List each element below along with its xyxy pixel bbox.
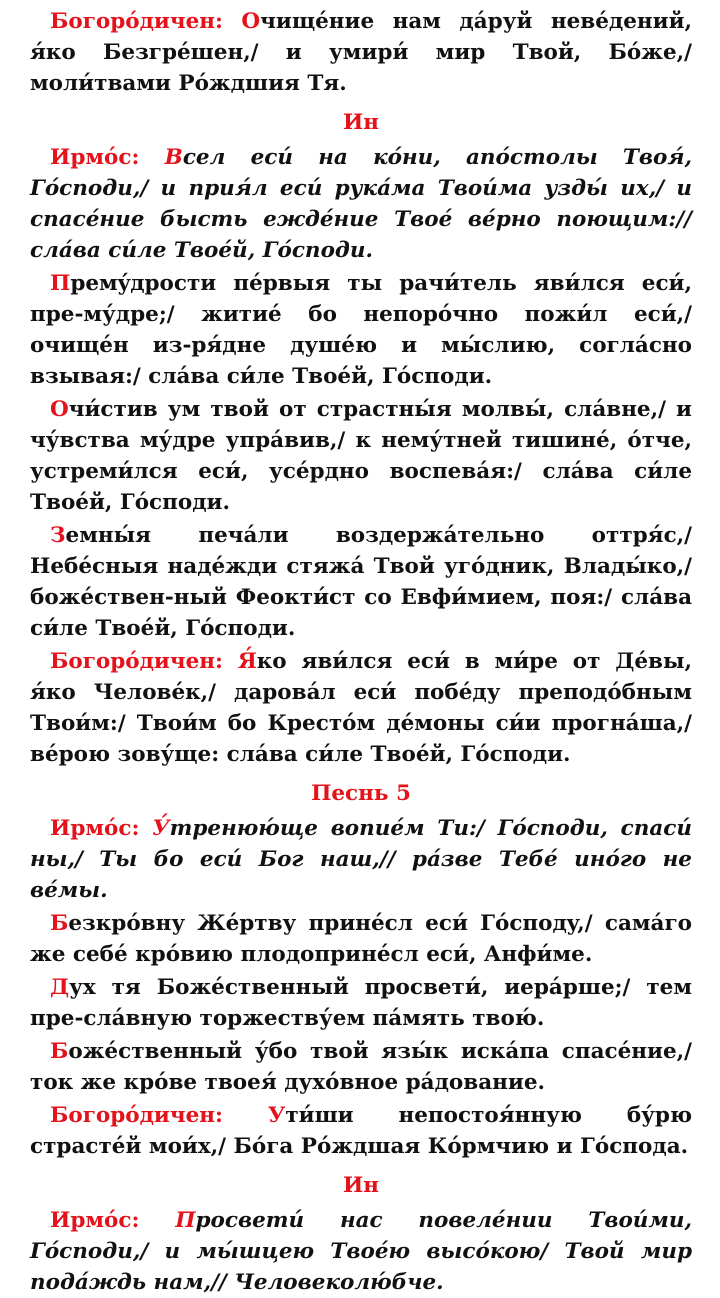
paragraph-troparion-6 [30,1036,692,1098]
red-initial: О [50,397,69,422]
red-initial: Д [50,975,70,1000]
red-initial: У́ [152,816,170,841]
paragraph-theotokion-3 [30,1100,692,1162]
section-heading-in-2: Ин [342,1173,380,1198]
rubric-label: Ирмо́с: [50,145,165,170]
paragraph-troparion-3 [30,520,692,644]
paragraph-text: ко яви́лся еси́ в ми́ре от Де́вы, я́ко Челове́к,/ дарова́л еси́ побе́ду преподо́бным Твои́м:/ Твои́м бо Кресто́м де́моны си́и прогна́ша,/ ве́рою зову́ще: сла́ва си́ле Твое́й, Го́споди. [30,649,693,767]
paragraph-text: ух тя Боже́ственный просвети́, иера́рше;/ тем пре-сла́вную торжеству́ем па́мять твою́. [30,975,692,1031]
paragraph-text: оже́ственный у́бо твой язы́к иска́па спасе́ние,/ ток же кро́ве твоея́ духо́вное ра́дование. [30,1039,692,1095]
paragraph-troparion-2 [30,394,692,518]
red-initial: П [50,271,71,296]
red-initial: Б [50,1039,69,1064]
paragraph-text: тренюю́ще вопие́м Ти:/ Го́споди, спаси́ ны,/ Ты бо еси́ Бог наш,// ра́зве Тебе́ ино́го не ве́мы. [30,816,692,903]
paragraph-text: емны́я печа́ли воздержа́тельно оттря́с,/ Небе́сныя наде́жди стяжа́ Твой уго́дник, Влады́ко,/ боже́ствен-ный Феокти́ст со Евфи́мием, поя:/ сла́ва си́ле Твое́й, Го́споди. [30,523,692,641]
paragraph-text: чи́стив ум твой от страстны́я молвы́, сла́вне,/ и чу́вства му́дре упра́вив,/ к нему́тней тишине́, о́тче, устреми́лся еси́, усе́рдно воспева́я:/ сла́ва си́ле Твое́й, Го́споди. [30,397,692,515]
paragraph-irmos-2 [30,813,692,906]
paragraph-irmos-1 [30,142,692,266]
paragraph-troparion-4 [30,908,692,970]
paragraph-text: ремýдрости пе́рвыя ты рачи́тель яви́лся еси́, пре-му́дре;/ житие́ бо непоро́чно пожи́л еси́,/ очище́н из-ря́дне душе́ю и мы́слию, согла́сно взывая:/ сла́ва си́ле Твое́й, Го́споди. [30,271,692,389]
red-initial: В [164,145,183,170]
red-initial: У [267,1103,286,1128]
rubric-label: Богоро́дичен: [50,9,242,34]
rubric-label: Богоро́дичен: [50,1103,268,1128]
paragraph-text: ти́ши непостоя́нную бу́рю страсте́й мои́х,/ Бо́га Ро́ждшая Ко́рмчию и Го́спода. [30,1103,692,1159]
paragraph-text: чище́ние нам да́руй неве́дений, я́ко Безгре́шен,/ и умири́ мир Твой, Бо́же,/ моли́твами Ро́ждшия Тя. [30,9,692,96]
paragraph-text: езкро́вну Же́ртву прине́сл еси́ Го́сподy,/ сама́го же себе́ кро́вию плодоприне́сл еси́, Анфи́ме. [30,911,692,967]
rubric-label: Ирмо́с: [50,1208,176,1233]
rubric-label: Ирмо́с: [50,816,153,841]
red-initial: О [241,9,261,34]
red-initial: Б [50,911,69,936]
paragraph-troparion-5 [30,972,692,1034]
paragraph-troparion-1 [30,268,692,392]
rubric-label: Богоро́дичен: [50,649,238,674]
red-initial: З [50,523,66,548]
paragraph-theotokion-2 [30,646,692,770]
section-heading-ode-5: Песнь 5 [311,781,411,806]
section-heading-in-1: Ин [342,110,380,135]
paragraph-theotokion-1 [30,6,692,99]
paragraph-text: росвети́ нас повеле́нии Твои́ми, Го́споди,/ и мы́шцею Твое́ю высо́кою/ Твой мир пода́ждь нам,// Человеколю́бче. [30,1208,692,1295]
paragraph-irmos-3 [30,1205,692,1298]
red-initial: П [175,1208,196,1233]
red-initial: Я́ [237,649,257,674]
paragraph-text: сел еси́ на ко́ни, апо́столы Твоя́, Го́споди,/ и прия́л еси́ рука́ма Твои́ма узды́ их,/ и спасе́ние бысть ежде́ние Твое́ ве́рно поющим:// сла́ва си́ле Твое́й, Го́споди. [30,145,692,263]
